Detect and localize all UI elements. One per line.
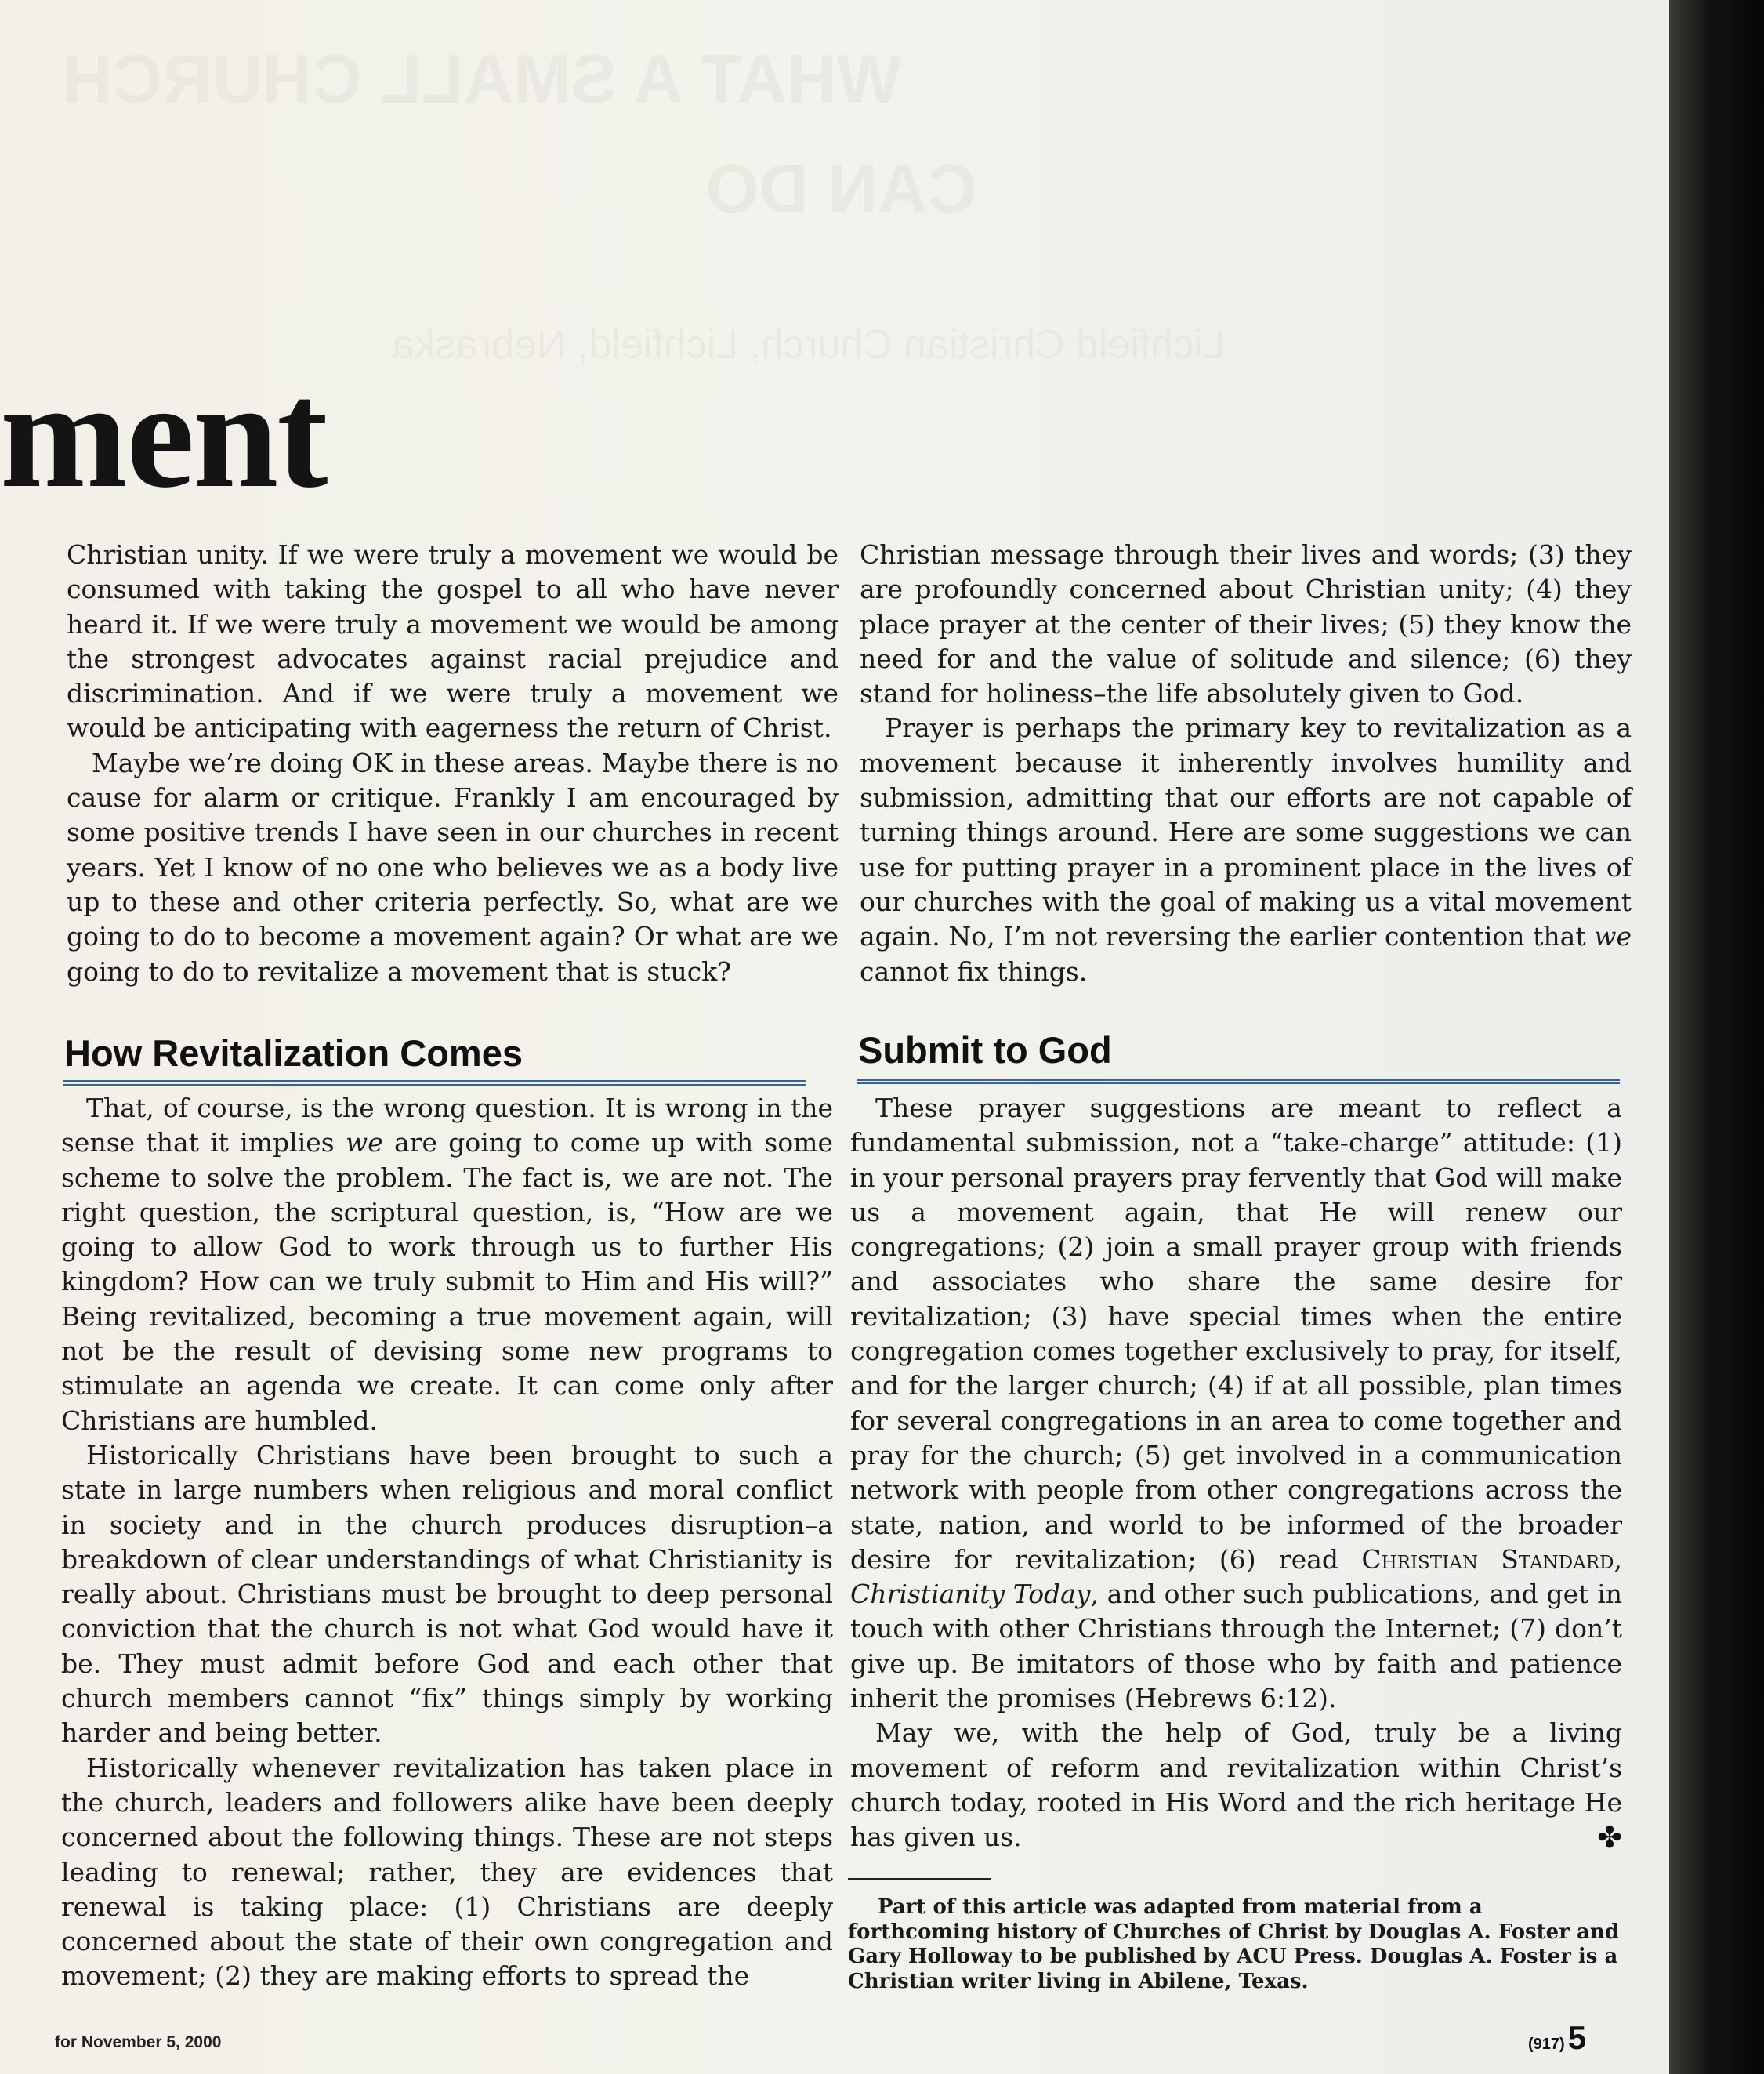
paragraph: Christian message through their lives and words; (3) they are profoundly concerned about Christian unity; (4) they place prayer at the center of their lives; (5) they know the need for and the value of solitude and silence; (6) they stand for holiness–the life absolutely given to God. <box>860 539 1632 709</box>
paragraph: Prayer is perhaps the primary key to revitalization as a movement because it inherently involves humility and submission, admitting that our efforts are not capable of turning things around. Here are some suggestions we can use for putting prayer in a prominent place in the lives of our churches with the goal of making us a vital movement again. No, I’m not reversing the earlier contention that we cannot fix things. <box>860 712 1632 987</box>
footnote-divider <box>848 1878 991 1880</box>
bleed-through-subtitle: Lichfield Christian Church, Lichfield, Nebraska <box>392 322 1226 368</box>
left-column-revitalization <box>61 1091 833 1994</box>
paragraph: These prayer suggestions are meant to reflect a fundamental submission, not a “take-charge” attitude: (1) in your personal prayers pray fervently that God will make us a movement again, that He will renew our congregations; (2) join a small prayer group with friends and associates who share the same desire for revitalization; (3) have special times when the entire congregation comes together exclusively to pray, for itself, and for the larger church; (4) if at all possible, plan times for several congregations in an area to come together and pray for the church; (5) get involved in a communication network with people from other congregations across the state, nation, and world to be informed of the broader desire for revitalization; (6) read Christian Standard, Christianity Today, and other such publications, and get in touch with other Christians through the Internet; (7) don’t give up. Be imitators of those who by faith and patience inherit the promises (Hebrews 6:12). <box>850 1093 1623 1714</box>
right-column-submit <box>850 1091 1622 1855</box>
paragraph: Christian unity. If we were truly a movement we would be consumed with taking the gospel to all who have never heard it. If we were truly a movement we would be among the strongest advocates against racial prejudice and discrimination. And if we were truly a movement we would be anticipating with eagerness the return of Christ. <box>67 539 839 744</box>
page-number: 5 <box>1567 2019 1587 2056</box>
issue-date-footer: for November 5, 2000 <box>55 2033 222 2051</box>
paragraph: May we, with the help of God, truly be a living movement of reform and revitalization within Christ’s church today, rooted in His Word and the rich heritage He has given us. ✤ <box>850 1717 1622 1855</box>
author-note: Part of this article was adapted from material from a forthcoming history of Churches of Christ by Douglas A. Foster and Gary Holloway to be published by ACU Press. Douglas A. Foster is a Christian writer living in Abilene, Texas. <box>848 1895 1619 1993</box>
paragraph: Maybe we’re doing OK in these areas. Maybe there is no cause for alarm or critique. Frankly I am encouraged by some positive trends I have seen in our churches in recent years. Yet I know of no one who believes we as a body live up to these and other criteria perfectly. So, what are we going to do to become a movement again? Or what are we going to do to revitalize a movement that is stuck? <box>67 747 839 987</box>
bleed-through-headline-2: CAN DO <box>705 150 978 227</box>
heading-rule <box>63 1080 806 1086</box>
page-code: (917) <box>1528 2036 1565 2053</box>
bleed-through-headline-1: WHAT A SMALL CHURCH <box>63 40 902 118</box>
left-column-intro <box>67 538 839 989</box>
paragraph: Historically Christians have been brought to such a state in large numbers when religious and moral conflict in society and in the church produces disruption–a breakdown of clear understandings of what Christianity is really about. Christians must be brought to deep personal conviction that the church is not what God would have it be. They must admit before God and each other that church members cannot “fix” things simply by working harder and being better. <box>61 1439 833 1749</box>
paragraph: That, of course, is the wrong question. It is wrong in the sense that it implies we are going to come up with some scheme to solve the problem. The fact is, we are not. The right question, the scriptural question, is, “How are we going to allow God to work through us to further His kingdom? How can we truly submit to Him and His will?” Being revitalized, becoming a true movement again, will not be the result of devising some new programs to stimulate an agenda we create. It can come only after Christians are humbled. <box>61 1093 834 1436</box>
article-title-fragment: ment <box>0 350 327 520</box>
right-column-intro <box>860 538 1632 989</box>
heading-rule <box>857 1079 1620 1084</box>
binding-shadow <box>1669 0 1764 2074</box>
paragraph: Historically whenever revitalization has taken place in the church, leaders and followers alike have been deeply concerned about the following things. These are not steps leading to renewal; rather, they are evidences that renewal is taking place: (1) Christians are deeply concerned about the state of their own congregation and movement; (2) they are making efforts to spread the <box>61 1752 833 1992</box>
end-mark-icon: ✤ <box>1597 1820 1622 1855</box>
page-number-footer <box>1528 2019 1586 2057</box>
section-heading-submit: Submit to God <box>858 1029 1112 1071</box>
section-heading-revitalization: How Revitalization Comes <box>64 1032 523 1074</box>
